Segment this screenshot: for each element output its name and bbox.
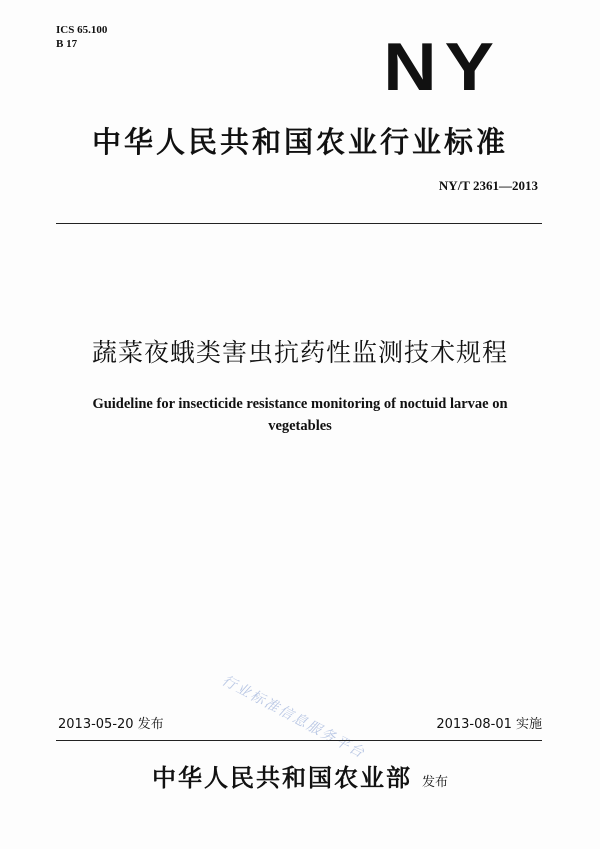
chinese-title: 蔬菜夜蛾类害虫抗药性监测技术规程 [91,338,508,367]
publisher-suffix: 发布 [421,775,448,790]
ics-code: ICS 65.100 [56,24,108,36]
watermark: 行业标准信息服务平台 [219,672,368,762]
standard-number: NY/T 2361—2013 [438,178,538,193]
english-title: Guideline for insecticide resistance monitoring of noctuid larvae on vegetables [92,396,508,434]
publisher [0,762,600,799]
implementation-date: 2013-08-01 实施 [436,717,542,732]
standard-category-title: 中华人民共和国农业行业标准 [91,125,508,159]
header-divider [56,223,542,224]
publisher-name: 中华人民共和国农业部 [151,764,412,792]
issue-date: 2013-05-20 发布 [58,717,164,732]
ccs-code: B 17 [56,38,78,50]
ny-logo: NY [383,28,502,105]
footer-divider [56,740,542,741]
